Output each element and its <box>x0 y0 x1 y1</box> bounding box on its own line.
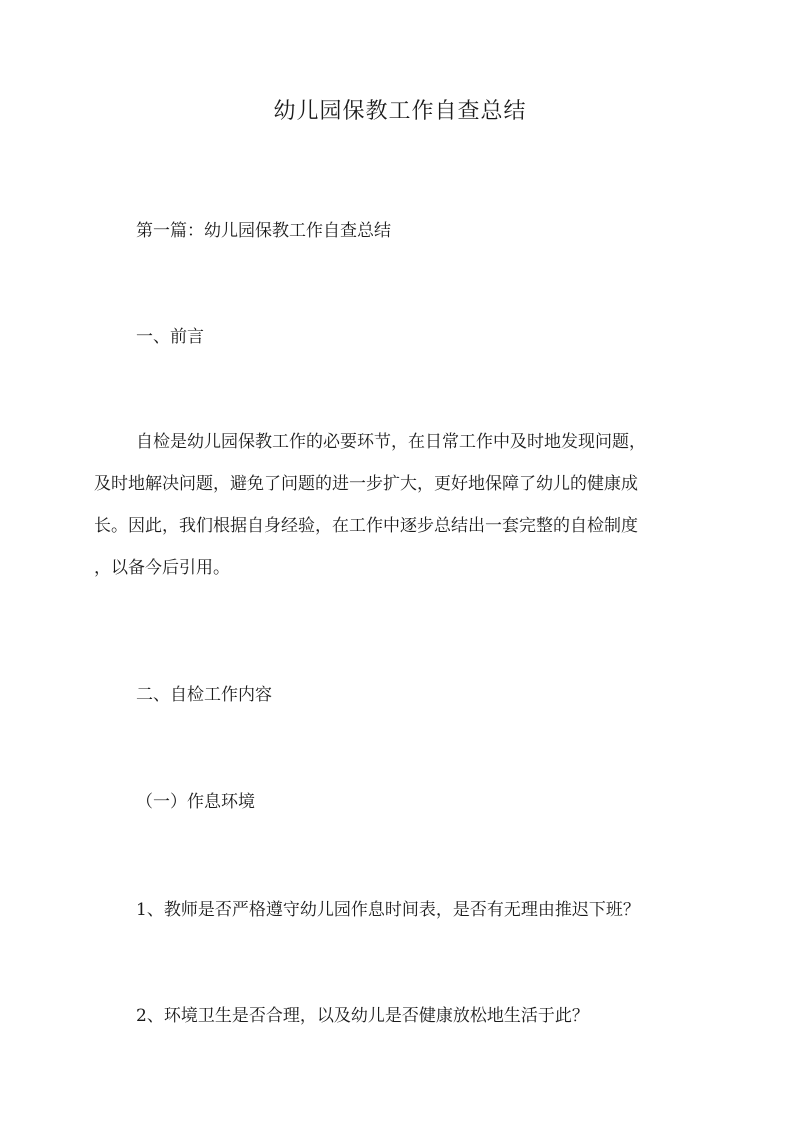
list-item: 2、环境卫生是否合理，以及幼儿是否健康放松地生活于此？ <box>136 1006 589 1026</box>
paragraph-line: 长。因此，我们根据自身经验，在工作中逐步总结出一套完整的自检制度 <box>94 516 638 536</box>
paragraph-line: 及时地解决问题，避免了问题的进一步扩大，更好地保障了幼儿的健康成 <box>94 474 638 494</box>
preface-paragraph <box>94 421 696 589</box>
part-heading: 第一篇：幼儿园保教工作自查总结 <box>136 221 391 241</box>
section-heading-content: 二、自检工作内容 <box>136 685 272 705</box>
section-heading-preface: 一、前言 <box>136 327 204 347</box>
document-title: 幼儿园保教工作自查总结 <box>273 99 527 124</box>
list-item: 1、教师是否严格遵守幼儿园作息时间表，是否有无理由推迟下班？ <box>136 900 640 920</box>
paragraph-line: ，以备今后引用。 <box>94 558 230 578</box>
subsection-heading-schedule: （一）作息环境 <box>136 792 255 812</box>
paragraph-line: 自检是幼儿园保教工作的必要环节，在日常工作中及时地发现问题， <box>136 432 646 452</box>
